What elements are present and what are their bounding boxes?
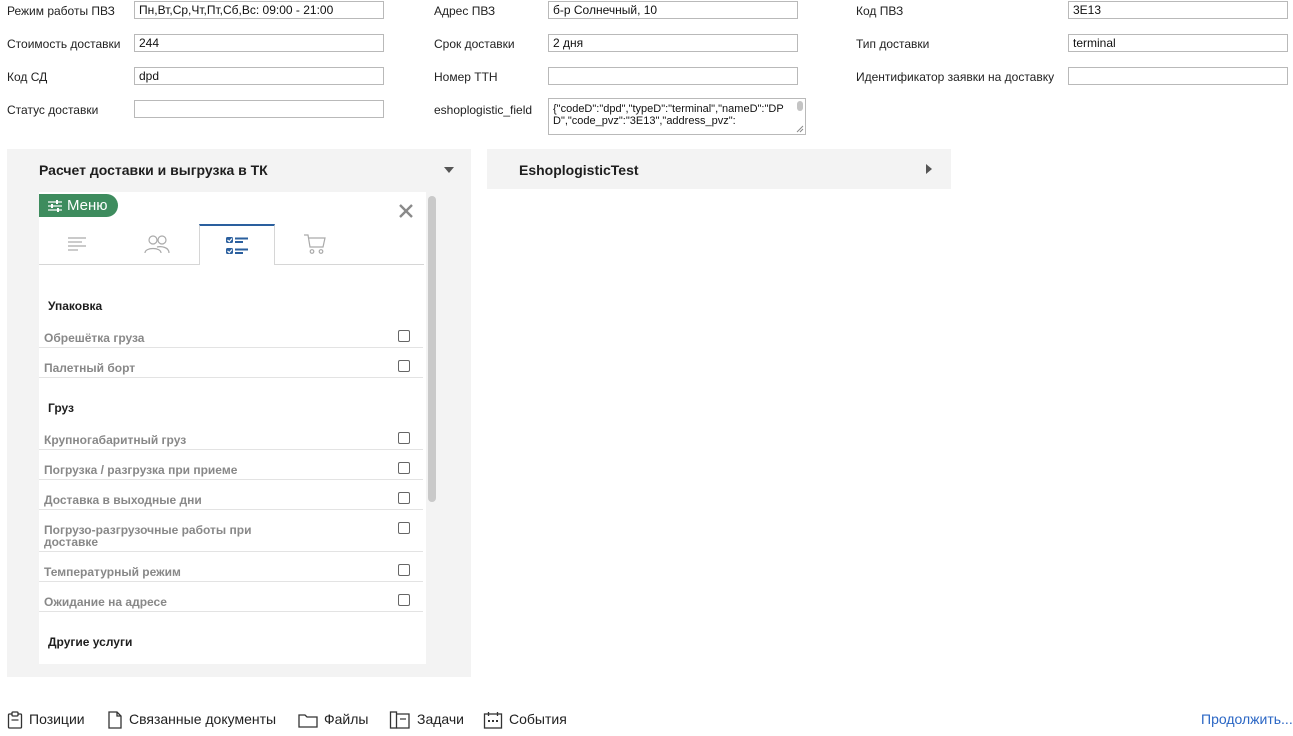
option-checkbox[interactable]	[398, 594, 410, 606]
cart-icon	[303, 233, 327, 255]
document-icon	[107, 711, 123, 729]
eshoplogistic-field-value: {"codeD":"dpd","typeD":"terminal","nameD":"DPD","code_pvz":"3E13","address_pvz":	[553, 103, 784, 127]
pvz-hours-label: Режим работы ПВЗ	[7, 4, 115, 18]
delivery-cost-input[interactable]: 244	[134, 34, 384, 52]
option-row[interactable]	[39, 484, 423, 510]
pvz-address-input[interactable]: б-р Солнечный, 10	[548, 1, 798, 19]
widget-tabs	[39, 224, 424, 265]
option-label: Крупногабаритный груз	[44, 433, 187, 447]
option-label: Доставка в выходные дни	[44, 493, 202, 507]
carrier-code-label: Код СД	[7, 70, 48, 84]
option-row[interactable]	[39, 514, 423, 552]
checklist-icon	[225, 235, 249, 257]
delivery-status-input[interactable]	[134, 100, 384, 118]
bottom-tab-label: Связанные документы	[129, 711, 277, 727]
option-row[interactable]	[39, 352, 423, 378]
menu-button[interactable]	[39, 194, 118, 217]
tab-cart[interactable]	[277, 224, 353, 264]
section-title-other-services: Другие услуги	[48, 635, 133, 649]
bottom-tab-label: События	[509, 711, 567, 727]
delivery-term-input[interactable]: 2 дня	[548, 34, 798, 52]
tab-description[interactable]	[39, 224, 115, 264]
list-lines-icon	[67, 236, 87, 252]
waybill-number-label: Номер ТТН	[434, 70, 498, 84]
option-checkbox[interactable]	[398, 432, 410, 444]
pvz-code-label: Код ПВЗ	[856, 4, 904, 18]
option-row[interactable]	[39, 454, 423, 480]
carrier-code-input[interactable]: dpd	[134, 67, 384, 85]
bottom-tab-label: Задачи	[417, 711, 465, 727]
collapse-caret-icon[interactable]	[444, 167, 454, 173]
pvz-address-label: Адрес ПВЗ	[434, 4, 496, 18]
close-icon[interactable]	[395, 200, 417, 222]
bottom-tab-positions[interactable]	[7, 711, 85, 729]
pvz-hours-input[interactable]: Пн,Вт,Ср,Чт,Пт,Сб,Вс: 09:00 - 21:00	[134, 1, 384, 19]
sliders-icon	[48, 200, 62, 212]
bottom-tab-files[interactable]	[298, 711, 368, 729]
bottom-tab-events[interactable]	[483, 711, 567, 729]
expand-caret-icon[interactable]	[926, 164, 932, 174]
widget-scrollbar[interactable]	[428, 196, 436, 502]
delivery-request-id-input[interactable]	[1068, 67, 1288, 85]
bottom-tab-related-docs[interactable]	[107, 711, 276, 729]
option-checkbox[interactable]	[398, 330, 410, 342]
clipboard-icon	[7, 711, 23, 729]
delivery-status-label: Статус доставки	[7, 103, 99, 117]
delivery-widget	[39, 192, 426, 664]
bottom-tab-label: Файлы	[324, 711, 369, 727]
waybill-number-input[interactable]	[548, 67, 798, 85]
delivery-request-id-label: Идентификатор заявки на доставку	[856, 70, 1055, 84]
folder-icon	[298, 711, 318, 729]
option-row[interactable]	[39, 322, 423, 348]
delivery-term-label: Срок доставки	[434, 37, 515, 51]
pvz-code-input[interactable]: 3E13	[1068, 1, 1288, 19]
option-label: Обрешётка груза	[44, 331, 145, 345]
bottom-tab-bar	[0, 706, 1293, 736]
section-title-packaging: Упаковка	[48, 299, 103, 313]
delivery-calc-panel-title[interactable]: Расчет доставки и выгрузка в ТК	[39, 162, 268, 178]
delivery-type-input[interactable]: terminal	[1068, 34, 1288, 52]
option-label: Ожидание на адресе	[44, 595, 167, 609]
option-label: Палетный борт	[44, 361, 136, 375]
tab-recipients[interactable]	[119, 224, 195, 264]
eshoplogistic-field-label: eshoplogistic_field	[434, 103, 533, 117]
option-row[interactable]	[39, 424, 423, 450]
option-label: Температурный режим	[44, 565, 181, 579]
tasks-icon	[389, 711, 411, 729]
continue-link[interactable]: Продолжить...	[1201, 711, 1293, 727]
option-row[interactable]	[39, 556, 423, 582]
bottom-tab-label: Позиции	[29, 711, 85, 727]
bottom-tab-tasks[interactable]	[389, 711, 464, 729]
option-label: Погрузка / разгрузка при приеме	[44, 463, 238, 477]
option-checkbox[interactable]	[398, 492, 410, 504]
option-label: Погрузо-разгрузочные работы при доставке	[44, 523, 252, 549]
textarea-scrollbar[interactable]	[797, 101, 803, 111]
menu-label: Меню	[67, 197, 108, 214]
option-row[interactable]	[39, 586, 423, 612]
resize-grip-icon[interactable]	[796, 125, 804, 133]
delivery-cost-label: Стоимость доставки	[7, 37, 121, 51]
section-title-cargo: Груз	[48, 401, 74, 415]
users-icon	[144, 234, 170, 254]
option-checkbox[interactable]	[398, 360, 410, 372]
delivery-type-label: Тип доставки	[856, 37, 930, 51]
calendar-icon	[483, 711, 503, 729]
option-checkbox[interactable]	[398, 564, 410, 576]
option-checkbox[interactable]	[398, 522, 410, 534]
eshoplogistic-test-panel	[487, 149, 951, 189]
eshoplogistic-field-textarea[interactable]	[548, 98, 806, 135]
option-checkbox[interactable]	[398, 462, 410, 474]
eshoplogistic-test-panel-title[interactable]: EshoplogisticTest	[519, 162, 639, 178]
tab-services[interactable]	[199, 224, 275, 265]
